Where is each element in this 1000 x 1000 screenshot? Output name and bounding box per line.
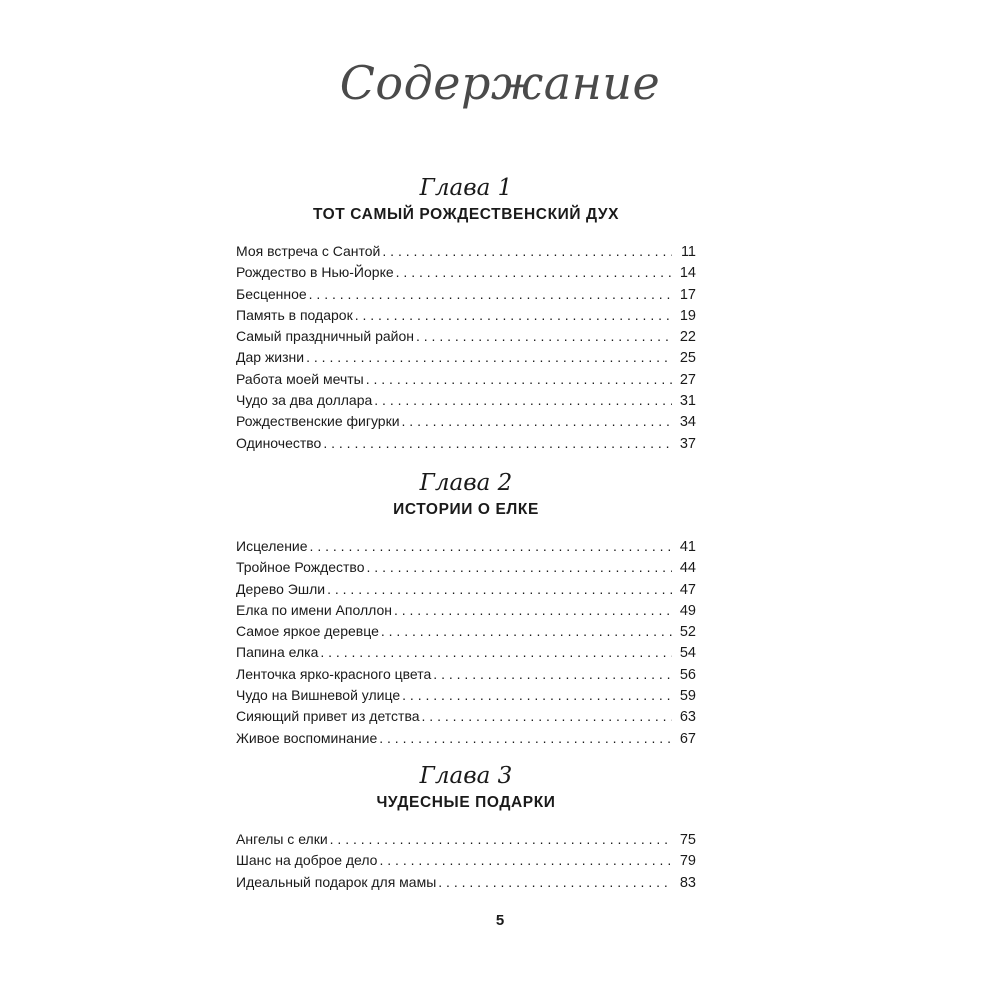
toc-entry[interactable] xyxy=(236,642,696,663)
entry-page-number: 83 xyxy=(679,874,696,891)
toc-entry[interactable] xyxy=(236,305,696,326)
toc-entry[interactable] xyxy=(236,284,696,305)
dot-leader xyxy=(438,872,672,893)
dot-leader xyxy=(422,706,672,727)
entry-page-number: 17 xyxy=(679,286,696,303)
toc-entry[interactable] xyxy=(236,728,696,749)
entry-title: Дерево Эшли xyxy=(236,580,326,597)
toc-entry[interactable] xyxy=(236,241,696,262)
entry-page-number: 22 xyxy=(679,329,696,346)
entry-title: Исцеление xyxy=(236,538,308,554)
entry-title: Тройное Рождество xyxy=(236,559,365,576)
dot-leader xyxy=(366,369,672,390)
entry-title: Бесценное xyxy=(236,285,307,302)
entry-list xyxy=(236,241,696,454)
chapter-section xyxy=(236,468,696,749)
chapter-heading: ТОТ САМЫЙ РОЖДЕСТВЕНСКИЙ ДУХ xyxy=(312,206,620,223)
entry-title: Одиночество xyxy=(236,434,322,451)
entry-page-number: 49 xyxy=(679,602,696,619)
entry-page-number: 27 xyxy=(679,371,696,388)
toc-entry[interactable] xyxy=(236,664,696,685)
entry-title: Чудо за два доллара xyxy=(236,392,373,409)
entry-title: Работа моей мечты xyxy=(236,370,364,387)
entry-title: Ленточка ярко-красного цвета xyxy=(236,665,432,682)
dot-leader xyxy=(320,642,672,663)
entry-page-number: 67 xyxy=(679,730,696,747)
entry-title: Папина елка xyxy=(236,644,319,661)
dot-leader xyxy=(374,390,672,411)
dot-leader xyxy=(381,621,672,642)
chapter-label: Глава 1 xyxy=(419,175,513,201)
entry-title: Память в подарок xyxy=(236,306,353,323)
dot-leader xyxy=(382,241,672,262)
dot-leader xyxy=(367,557,672,578)
entry-page-number: 25 xyxy=(679,350,696,367)
dot-leader xyxy=(379,728,672,749)
toc-entry[interactable] xyxy=(236,829,696,850)
entry-title: Шанс на доброе дело xyxy=(236,852,378,869)
entry-page-number: 75 xyxy=(679,832,696,848)
toc-entry[interactable] xyxy=(236,326,696,347)
dot-leader xyxy=(306,347,672,368)
toc-entry[interactable] xyxy=(236,579,696,600)
entry-page-number: 79 xyxy=(679,853,696,870)
entry-title: Рождественские фигурки xyxy=(236,413,400,430)
entry-title: Ангелы с елки xyxy=(236,831,328,847)
dot-leader xyxy=(327,579,672,600)
dot-leader xyxy=(394,600,672,621)
entry-title: Рождество в Нью-Йорке xyxy=(236,264,394,281)
toc-entry[interactable] xyxy=(236,872,696,893)
dot-leader xyxy=(330,829,672,850)
page-number: 5 xyxy=(495,912,505,929)
toc-entry[interactable] xyxy=(236,411,696,432)
dot-leader xyxy=(309,284,672,305)
toc-entry[interactable] xyxy=(236,536,696,557)
entry-title: Сияющий привет из детства xyxy=(236,708,420,725)
entry-page-number: 63 xyxy=(679,709,696,726)
toc-entry[interactable] xyxy=(236,621,696,642)
toc-entry[interactable] xyxy=(236,706,696,727)
toc-entry[interactable] xyxy=(236,433,696,454)
toc-entry[interactable] xyxy=(236,347,696,368)
entry-title: Моя встреча с Сантой xyxy=(236,243,381,259)
entry-title: Дар жизни xyxy=(236,349,305,366)
entry-page-number: 52 xyxy=(679,624,696,641)
entry-page-number: 34 xyxy=(679,414,696,431)
toc-entry[interactable] xyxy=(236,262,696,283)
entry-title: Живое воспоминание xyxy=(236,729,378,746)
entry-page-number: 31 xyxy=(679,393,696,410)
chapter-heading: ИСТОРИИ О ЕЛКЕ xyxy=(393,501,539,518)
toc-entry[interactable] xyxy=(236,369,696,390)
toc-entry[interactable] xyxy=(236,685,696,706)
toc-title: Содержание xyxy=(339,56,661,110)
entry-page-number: 47 xyxy=(679,581,696,598)
entry-page-number: 59 xyxy=(679,688,696,705)
entry-list xyxy=(236,829,696,893)
dot-leader xyxy=(323,433,672,454)
dot-leader xyxy=(433,664,672,685)
toc-entry[interactable] xyxy=(236,600,696,621)
entry-page-number: 14 xyxy=(679,265,696,282)
entry-page-number: 56 xyxy=(679,666,696,683)
entry-page-number: 19 xyxy=(679,307,696,324)
entry-title: Самый праздничный район xyxy=(236,328,414,345)
entry-title: Чудо на Вишневой улице xyxy=(236,687,401,704)
entry-page-number: 11 xyxy=(680,244,696,260)
entry-list xyxy=(236,536,696,749)
entry-title: Самое яркое деревце xyxy=(236,623,379,640)
dot-leader xyxy=(379,850,672,871)
chapter-label: Глава 2 xyxy=(419,470,513,496)
entry-page-number: 44 xyxy=(679,560,696,577)
dot-leader xyxy=(355,305,672,326)
dot-leader xyxy=(402,685,672,706)
toc-entry[interactable] xyxy=(236,850,696,871)
entry-page-number: 54 xyxy=(679,645,696,662)
chapter-section xyxy=(236,761,696,893)
dot-leader xyxy=(402,411,672,432)
entry-page-number: 41 xyxy=(679,539,696,555)
dot-leader xyxy=(416,326,672,347)
toc-entry[interactable] xyxy=(236,557,696,578)
chapter-section xyxy=(236,173,696,454)
dot-leader xyxy=(396,262,672,283)
chapter-label: Глава 3 xyxy=(419,763,513,789)
dot-leader xyxy=(310,536,672,557)
entry-title: Елка по имени Аполлон xyxy=(236,601,392,618)
chapter-heading: ЧУДЕСНЫЕ ПОДАРКИ xyxy=(376,794,556,811)
entry-title: Идеальный подарок для мамы xyxy=(236,873,437,890)
toc-entry[interactable] xyxy=(236,390,696,411)
entry-page-number: 37 xyxy=(679,435,696,452)
